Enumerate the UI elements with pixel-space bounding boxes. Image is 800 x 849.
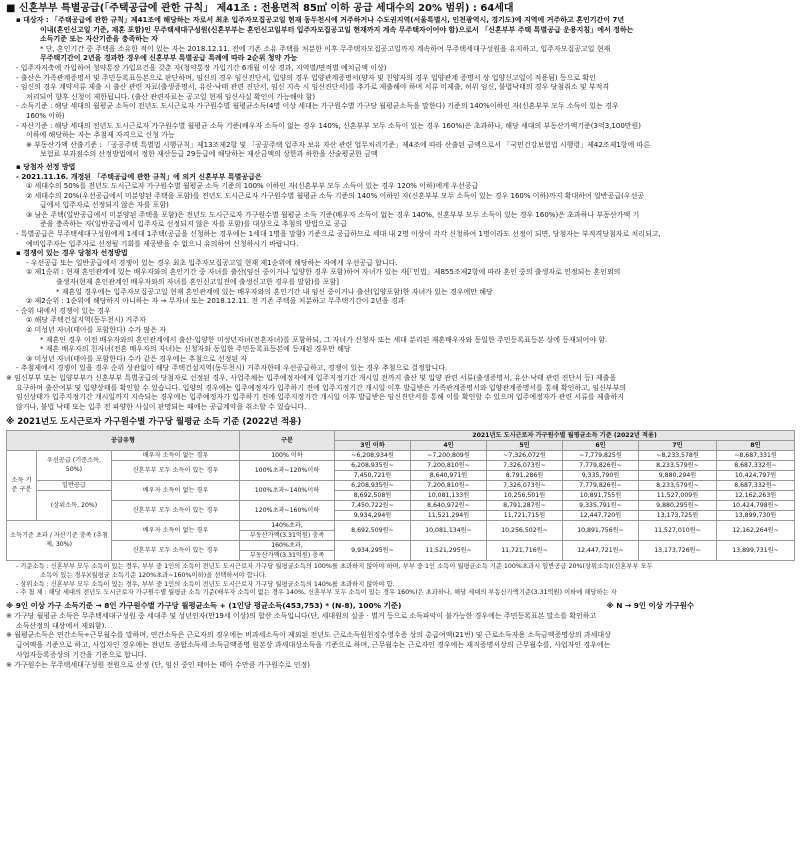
table-cell: 10,424,797원 (717, 471, 795, 481)
row-division: 100%초과~140%이하 (240, 481, 335, 501)
eligibility-line: 무주택기간이 2년을 경과한 경우에 신혼부부 특별공급 특례에 따라 2순위 청약 가능 (40, 54, 298, 63)
table-notes (6, 563, 794, 597)
note-line: 소득이 있는 경우)(월평균 소득기준 120%초과~160%이하)을 선택하셔야 합니다. (40, 571, 267, 579)
selection-line: 예비입주자는 입주자로 선정될 기회를 제공받을 수 없으니 유의하여 신청하시기 바랍니다. (26, 239, 299, 248)
table-cell: 10,891,755원 (563, 491, 639, 501)
table-cell: 12,162,263원 (717, 491, 795, 501)
header-col: 3인 이하 (335, 441, 411, 451)
eligibility-line: 이내(혼인신고일 기준, 재혼 포함)인 무주택세대구성원(신혼부부는 혼인신고일부터 입주자모집공고일 현재까지 계속 무주택자이어야 함)으로서 「신혼부부 주택 특별공급 운용지침」에서 정하는 (40, 25, 634, 34)
selection-line: 준을 충족하는 자(일반공급에서 입주자로 선정되지 않은 자를 포함)를 대상으로 추첨의 방법으로 공급 (40, 220, 348, 229)
competition-block (6, 249, 794, 412)
competition-line: - 우선공급 또는 일반공급에서 경쟁이 있는 경우 최초 입주자모집공고일 현재 제1순위에 해당하는 자에게 우선공급 합니다. (26, 258, 398, 267)
table-cell: 11,527,009원 (639, 491, 717, 501)
table-cell: 10,891,756원~ (563, 521, 639, 541)
table-cell: 13,173,725원 (639, 511, 717, 521)
table-cell: 13,173,726원~ (639, 541, 717, 561)
table-cell: 7,326,073원~ (487, 461, 563, 471)
table-cell: ~7,779,825원 (563, 451, 639, 461)
eligibility-line: * 단, 혼인기간 중 주택을 소유한 적이 있는 자는 2018.12.11. 전에 기존 소유 주택을 처분한 이후 무주택자모집공고일까지 계속하여 무주택세대구성원을 유지하고, 입주자모집공고일 현재 (40, 44, 611, 53)
row-division: 부동산가액(3.31억원) 충족 (240, 531, 335, 541)
table-cell: 9,934,295원~ (335, 541, 411, 561)
competition-line: 않거나, 불법 낙태 또는 입주 전 파양한 사실이 판명되는 때에는 공급계약을 취소할 수 있습니다. (16, 402, 307, 411)
table-cell: 10,256,502원~ (487, 521, 563, 541)
table-cell: 11,721,716원~ (487, 541, 563, 561)
table-cell: 7,200,810원~ (411, 461, 487, 471)
table-cell: 7,200,810원~ (411, 481, 487, 491)
note-line: - 상위소득 : 신혼부부 모두 소득이 있는 경우, 부부 중 1인의 소득이 전년도 도시근로자 가구당 월평균소득의 140%를 초과하지 않아야 함. (16, 580, 395, 588)
row-label: 배우자 소득이 없는 경우 (112, 451, 240, 461)
section-heading: ■ 신혼부부 특별공급(「주택공급에 관한 규칙」 제41조 : 전용면적 85㎡ 이하 공급 세대수의 20% 범위) : 64세대 (6, 3, 514, 14)
row-label: 신혼부부 모두 소득이 있는 경우 (112, 541, 240, 561)
competition-line: ② 제2순위 : 1순위에 해당하지 아니하는 자 → 무자녀 또는 2018.12.11. 전 기존 주택을 처분하고 무주택기간이 2년을 경과 (26, 297, 405, 306)
selection-line: 급에서 입주자로 선정되지 않은 자를 포함) (40, 201, 169, 210)
row-division: 부동산가액(3.31억원) 충족 (240, 551, 335, 561)
selection-line: ① 세대수의 50%를 전년도 도시근로자 가구원수별 월평균 소득 기준의 100% 이하인 자(신혼부부 모두 소득이 있는 경우 120% 이하)에게 우선공급 (26, 182, 479, 191)
table-cell: 7,450,722원~ (335, 501, 411, 511)
table-cell: 6,208,935원~ (335, 481, 411, 491)
selection-line: ③ 남은 주택(일반공급에서 미분양된 주택을 포함)은 전년도 도시근로자 가구원수별 월평균 소득 기준(배우자 소득이 없는 경우 140%, 신혼부부 모두 소득이 있는 경우 160%)은 초과하나 부동산가액 기 (26, 210, 640, 219)
eligibility-line: 이하에 해당하는 자는 추첨제 자격으로 신청 가능 (26, 131, 175, 140)
selection-line: - 2021.11.16. 개정된 「주택공급에 관한 규칙」에 의거 신혼부부 특별공급은 (16, 172, 262, 181)
general-supply-label: 일반공급 (37, 481, 112, 491)
header-supply-type: 공급유형 (7, 431, 240, 451)
competition-line: * 재혼 배우자의 친자녀(전혼 배우자의 자녀)는 신청자와 동일한 주민등록표등본에 등재된 경우만 해당 (40, 345, 351, 354)
competition-line: ※ 임신부부 또는 입양부부가 신혼부부 특별공급의 당첨자로 선정된 경우, 사업주체는 입주예정자에게 입주지정기간 개시일 전까지 출산 및 입양 관련 서류(출생증명서, 유산·낙태 관련 진단서 등) 제출을 (6, 373, 617, 382)
note-line: - 기준소득 : 신혼부부 모두 소득이 있는 경우, 부부 중 1인의 소득이 전년도 도시근로자 가구당 월평균소득의 100%를 초과하지 않아야 하며, 부부 중 1인 소득이 월평균소득 기준 100%초과시 일반공급 20%(상위소득)(신혼부부 모두 (16, 563, 653, 571)
competition-line: ② 미성년 자녀(태아를 포함한다) 수가 많은 자 (26, 326, 167, 334)
table-cell: 9,880,294원 (639, 471, 717, 481)
competition-line: * 재혼일 경우에는 입주자모집공고일 현재 혼인관계에 있는 배우자와의 혼인기간 내 임신 중이거나 출산(입양포함)한 자녀가 있는 경우에만 해당 (56, 287, 493, 296)
table-cell: ~8,687,331원 (717, 451, 795, 461)
row-division: 140%초과, (240, 521, 335, 531)
table-cell: 13,899,731원~ (717, 541, 795, 561)
table-cell: 11,521,294원 (411, 511, 487, 521)
selection-block (6, 163, 794, 249)
table-cell: 12,447,720원 (563, 511, 639, 521)
table-cell: 10,424,798원~ (717, 501, 795, 511)
row-label: 신혼부부 모두 소득이 있는 경우 (112, 501, 240, 521)
subsection-title: ▪ 당첨자 선정 방법 (16, 162, 76, 171)
eligibility-line: - 출산은 가족관계증명서 및 주민등록표등본으로 판단하며, 임신의 경우 임신진단서, 입양의 경우 입양관계증명서(양자 및 친양자의 경우 입양관계 증명서 상 입양신고일이 적용됨) 등으로 확인 (16, 73, 596, 82)
row-division: 100% 이하 (240, 451, 335, 461)
table-title: ※ 2021년도 도시근로자 가구원수별 가구당 월평균 소득 기준 (2022년 적용) (6, 417, 302, 428)
table-cell: 8,692,508원 (335, 491, 411, 501)
closing-line: 소득산정의 대상에서 제외함). (16, 621, 107, 630)
eligibility-line: - 자산기준 : 해당 세대의 전년도 도시근로자 가구원수별 월평균 소득 기준(배우자 소득이 없는 경우 140%, 신혼부부 모두 소득이 있는 경우 160%)은 초과하나, 해당 세대의 부동산가액기준(3억3,100만원) (16, 121, 642, 130)
header-col: 6인 (563, 441, 639, 451)
table-cell: 9,335,790원 (563, 471, 639, 481)
table-cell: 10,256,501원 (487, 491, 563, 501)
table-cell: 11,521,295원~ (411, 541, 487, 561)
table-cell: 7,326,073원~ (487, 481, 563, 491)
row-label: 배우자 소득이 없는 경우 (112, 481, 240, 501)
header-income-standard: 2021년도 도시근로자 가구원수별 월평균소득 기준 (2022년 적용) (335, 431, 795, 441)
table-cell: ~7,326,072원 (487, 451, 563, 461)
table-cell: 10,081,134원~ (411, 521, 487, 541)
closing-line: ※ 가구원수는 무주택세대구성원 전원으로 산정 (단, 임신 중인 태아는 태아 수만큼 가구원수로 인정) (6, 660, 310, 669)
eligibility-line: - 입주자저축에 가입하여 청약통장 가입요건을 갖춘 자(청약통장 가입기간 6개월 이상 경과, 지역별/면적별 예치금액 이상) (16, 63, 387, 72)
table-cell: 7,779,826원~ (563, 481, 639, 491)
table-cell: ~6,208,934원 (335, 451, 411, 461)
table-cell: 8,233,579원~ (639, 461, 717, 471)
table-cell: 11,527,010원~ (639, 521, 717, 541)
table-cell: 12,162,264원~ (717, 521, 795, 541)
header-division: 구분 (240, 431, 335, 451)
eligibility-line: ▪ 대상자 : 「주택공급에 관한 규칙」제41조에 해당하는 자로서 최초 입주자모집공고일 현재 동두천시에 거주하거나 수도권지역(서울특별시, 인천광역시, 경기도)에 지역에 거주하고 혼인기간이 7년 (16, 16, 625, 24)
eligibility-block (6, 16, 794, 160)
summary-left: ※ 9인 이상 가구 소득기준 → 8인 가구원수별 가구당 월평균소득 + (1인당 평균소득(453,753) * (N-8), 100% 기준) (6, 600, 402, 610)
upper-income-label: (상위소득, 20%) (37, 491, 112, 521)
summary-line (6, 601, 794, 611)
table-cell: 6,208,935원~ (335, 461, 411, 471)
table-cell: 8,687,332원~ (717, 461, 795, 471)
eligibility-line: ※ 부동산가액 산출기준 : 「공공주택 특별법 시행규칙」제13조제2항 및 「공공주택 입주자 보유 자산 관련 업무처리기준」제4조에 따라 산출된 금액으로서 「국민건강보험법 시행령」제42조제1항에 따른 (26, 140, 651, 149)
eligibility-line: - 임신의 경우 계약서류 제출 시 출산 관련 자료(출생증명서, 유산·낙태 관련 진단서, 임신 지속 시 임신진단서)를 추가로 제출해야 하며 서류 미제출, 허위 임신, 불법낙태의 경우 당첨취소 및 부적격 (16, 83, 610, 92)
header-col: 5인 (487, 441, 563, 451)
competition-line: ③ 미성년 자녀(태아를 포함한다) 수가 같은 경우에는 추첨으로 선정된 자 (26, 354, 248, 363)
table-cell: ~8,233,578원 (639, 451, 717, 461)
subsection-title: ▪ 경쟁이 있는 경우 당첨자 선정방법 (16, 249, 128, 258)
closing-notes (6, 612, 794, 671)
competition-line: 임신상태가 입주지정기간 개시일까지 지속되는 경우에는 입주예정자가 입주하기 전에 입주지정기간 개시일 이후 발급받은 임신진단서를 통해 이를 확인할 수 있으며 입주예정자가 관련 서류를 제출하지 (16, 393, 624, 402)
table-cell: 9,335,791원~ (563, 501, 639, 511)
table-cell: 8,791,286원 (487, 471, 563, 481)
closing-line: 사업자등록증상의 기간을 기준으로 합니다. (16, 650, 147, 659)
table-cell: 12,447,721원~ (563, 541, 639, 561)
row-division: 120%초과~160%이하 (240, 501, 335, 521)
income-table (6, 430, 795, 561)
closing-line: ※ 가구당 월평균 소득은 무주택세대구성원 중 세대주 및 성년인자(만19세 이상)의 합산 소득입니다(단, 세대원의 실종 · 별거 등으로 소득파악이 불가능한 경우에는 주민등록표본 말소를 확인하고 (6, 611, 597, 620)
table-cell: 11,721,715원 (487, 511, 563, 521)
table-cell: 8,687,332원~ (717, 481, 795, 491)
table-cell: ~7,200,809원 (411, 451, 487, 461)
lottery-label: 소득기준 초과 / 자산기준 충족 (추첨제, 30%) (7, 521, 112, 561)
table-cell: 8,640,971원 (411, 471, 487, 481)
row-label: 배우자 소득이 없는 경우 (112, 521, 240, 541)
table-cell: 13,899,730원 (717, 511, 795, 521)
competition-line: ① 제1순위 : 현재 혼인관계에 있는 배우자와의 혼인기간 중 자녀를 출산(임신 중이거나 입양한 경우 포함)하여 자녀가 있는 자[「민법」제855조제2항에 따라 혼인 중의 출생자로 인정되는 혼인외의 (26, 268, 621, 277)
header-col: 7인 (639, 441, 717, 451)
table-cell: 7,450,721원 (335, 471, 411, 481)
summary-right: ※ N → 9인 이상 가구원수 (606, 600, 694, 610)
eligibility-line: 160% 이하) (26, 111, 65, 120)
row-division: 100%초과~120%이하 (240, 461, 335, 481)
row-division: 160%초과, (240, 541, 335, 551)
table-cell: 10,081,133원 (411, 491, 487, 501)
header-col: 8인 (717, 441, 795, 451)
table-cell: 8,791,287원~ (487, 501, 563, 511)
table-cell: 8,692,509원~ (335, 521, 411, 541)
table-cell: 9,880,295원~ (639, 501, 717, 511)
competition-line: - 추첨제에서 경쟁이 있을 경우 순위 상관없이 해당 주택건설지역(동두천시) 거주자한테 우선공급하고, 경쟁이 있는 경우 추첨으로 결정합니다. (16, 364, 448, 373)
competition-line: * 재혼인 경우 이전 배우자와의 혼인관계에서 출산·입양한 미성년자녀(전혼자녀)를 포함하되, 그 자녀가 신청자 또는 세대 분리된 재혼배우자와 동일한 주민등록표등본 상에 등재되어야 함. (40, 335, 608, 344)
eligibility-line: 처리되어 향후 신청이 제한됩니다. (출산 관련자료는 공고일 현재 임신사실 확인이 가능해야 함) (26, 92, 316, 101)
competition-line: ① 해당 주택건설지역(동두천시) 거주자 (26, 316, 146, 325)
row-label: 신혼부부 모두 소득이 있는 경우 (112, 461, 240, 481)
header-col: 4인 (411, 441, 487, 451)
closing-line: 급여액을 기준으로 하고, 사업자인 경우에는 전년도 종합소득세 소득금액증명 원본상 과세대상소득을 기준으로 하며, 근무월수는 근로자인 경우에는 재직증명서상의 근무월수를, 사업자인 경우에는 (16, 641, 611, 650)
eligibility-line: - 소득기준 : 해당 세대의 월평균 소득이 전년도 도시근로자 가구원수별 월평균소득(4명 이상 세대는 가구원수별 가구당 월평균소득을 말한다) 기준의 140%이하인 자(신혼부부 모두 소득이 있는 경우 (16, 102, 619, 111)
selection-line: ② 세대수의 20%(우선공급에서 미분양된 주택을 포함)를 전년도 도시근로자 가구원수별 월평균 소득 기준의 140% 이하인 자(신혼부부 모두 소득이 있는 경우 160% 이하)까지 확대하여 일반공급(우선공 (26, 191, 645, 200)
selection-line: - 특별공급은 무주택세대구성원에게 1세대 1주택(공급을 신청하는 경우에는 1세대 1명을 말함) 기준으로 공급하므로 세대 내 2명 이상이 각각 신청하여 1명이라도 선정이 되면, 당첨자는 부적격당첨자로 처리되고, (16, 230, 661, 239)
competition-line: 출생자(현재 혼인관계인 배우자와의 자녀를 혼인신고일전에 출생신고한 경우를 말함)를 포함] (56, 278, 339, 287)
priority-supply-label: 우선공급 (기준소득, 50%) (37, 451, 112, 481)
table-cell: 8,233,579원~ (639, 481, 717, 491)
table-cell: 7,779,826원~ (563, 461, 639, 471)
eligibility-line: 소득기준 또는 자산기준을 충족하는 자 (40, 35, 158, 44)
table-cell: 8,640,972원~ (411, 501, 487, 511)
income-bracket-label: 소득 기준 구분 (7, 451, 37, 521)
table-cell: 9,934,294원 (335, 511, 411, 521)
eligibility-line: 보험료 부과점수의 산정방법에서 정한 재산등급 29등급에 해당하는 재산금액의 상한과 하한을 산술평균한 금액 (40, 150, 378, 159)
competition-line: - 순위 내에서 경쟁이 있는 경우 (16, 306, 111, 315)
note-line: - 추 첨 제 : 해당 세대의 전년도 도시근로자 가구원수별 월평균 소득 기준(배우자 소득이 없는 경우 140%, 신혼부부 모두 소득이 있는 경우 160%)은 초과하나, 해당 세대의 부동산가액기준(3.31억원) 이하에 해당하는 자 (16, 589, 617, 597)
closing-line: ※ 월평균소득은 연간소득÷근무월수를 말하며, 연간소득은 근로자의 경우에는 비과세소득이 제외된 전년도 근로소득원천징수영수증 상의 총급여액(21번) 및 근로소득자용 소득금액증명상의 과세대상 (6, 631, 611, 640)
competition-line: 요구하며 출산여부 및 입양상태를 확인할 수 있습니다. 입양의 경우에는 입주예정자가 입주하기 전에 입주지정기간 개시일 이후 발급받은 가족관계증명서와 입양관계증명서를 통해 확인하고, 임신부부의 (16, 383, 627, 392)
